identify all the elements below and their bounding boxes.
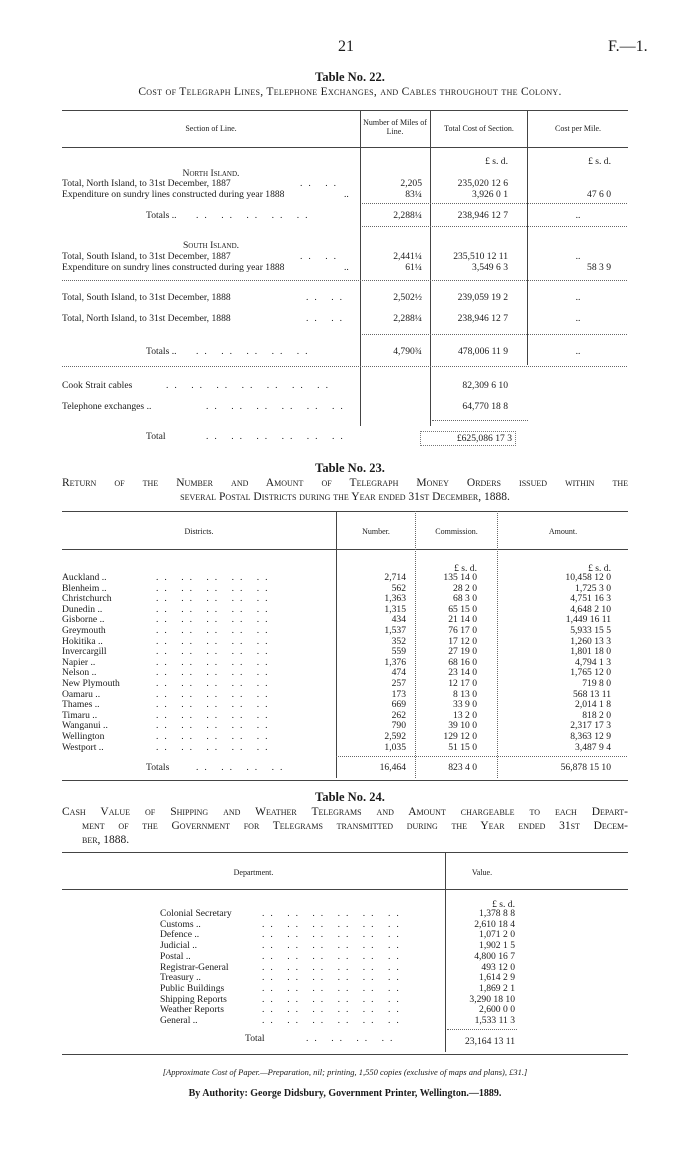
leader-dots: .. .. .. .. .. xyxy=(156,667,274,679)
miles-value: 2,441¼ xyxy=(393,251,422,262)
miles-value: 2,205 xyxy=(400,178,422,189)
leader-dots: .. .. .. .. .. .. xyxy=(262,982,405,994)
row-label: Total, North Island, to 31st December, 1887 xyxy=(62,178,231,189)
district-amount: 10,458 12 0 xyxy=(565,572,611,583)
rule xyxy=(62,889,628,890)
district-number: 262 xyxy=(391,709,406,721)
district-commission: 21 14 0 xyxy=(448,614,477,626)
leader-dots: .. .. .. .. .. .. xyxy=(262,929,405,941)
leader-dots: .. .. .. .. .. xyxy=(156,688,274,700)
district-name: Gisborne .. xyxy=(62,614,105,626)
district-amount: 1,765 12 0 xyxy=(570,667,611,679)
department-value: 1,071 2 0 xyxy=(479,929,515,941)
page-number: 21 xyxy=(338,38,354,55)
row-label: Total, South Island, to 31st December, 1888 xyxy=(62,292,231,303)
document-code: F.—1. xyxy=(608,38,648,55)
leader-dots: .. xyxy=(344,189,349,200)
table-23-title: Table No. 23. xyxy=(315,461,385,475)
district-amount: 2,317 17 3 xyxy=(570,720,611,732)
total-value: 82,309 6 10 xyxy=(462,380,508,391)
rule xyxy=(362,334,627,335)
total-value: 3,549 6 3 xyxy=(472,262,508,273)
header-section: Section of Line. xyxy=(185,124,237,133)
header-miles: Number of Miles of Line. xyxy=(363,118,427,136)
miles-value: 2,288¼ xyxy=(393,210,422,221)
currency-header: £ s. d. xyxy=(492,899,515,910)
district-name: Wellington xyxy=(62,731,105,742)
district-amount: 1,725 3 0 xyxy=(575,582,611,594)
value-total: 23,164 13 11 xyxy=(464,1036,515,1047)
district-number: 1,537 xyxy=(384,625,406,636)
leader-dots: .. .. .. .. .. .. xyxy=(262,1004,405,1016)
grand-total-value: £625,086 17 3 xyxy=(420,431,516,446)
currency-header: £ s. d. xyxy=(588,563,611,574)
total-value: 478,006 11 9 xyxy=(457,346,508,357)
total-value: 235,020 12 6 xyxy=(457,178,508,189)
totals-label: Totals .. xyxy=(146,210,177,221)
leader-dots: .. .. .. .. .. .. xyxy=(206,401,349,412)
rule xyxy=(447,1029,517,1030)
per-mile-value: .. xyxy=(575,313,581,324)
leader-dots: .. .. .. .. xyxy=(306,1033,399,1044)
totals-label: Totals xyxy=(146,762,170,773)
leader-dots: .. .. .. .. .. xyxy=(156,731,274,742)
district-number: 2,592 xyxy=(384,731,406,742)
department-name: Public Buildings xyxy=(160,982,225,994)
district-amount: 1,449 16 11 xyxy=(565,614,611,626)
leader-dots: .. .. .. .. .. xyxy=(156,741,274,753)
rule xyxy=(62,852,628,853)
leader-dots: .. .. .. .. .. xyxy=(156,709,274,721)
amount-total: 56,878 15 10 xyxy=(560,762,611,773)
department-name: Registrar-General xyxy=(160,961,229,973)
leader-dots: .. .. .. .. .. xyxy=(156,572,274,583)
leader-dots: .. .. .. .. .. .. xyxy=(206,431,349,442)
miles-value: 83¼ xyxy=(405,189,422,200)
district-name: Invercargill xyxy=(62,646,107,658)
table-22-title: Table No. 22. xyxy=(315,70,385,84)
district-number: 173 xyxy=(391,688,406,700)
leader-dots: .. .. xyxy=(300,251,342,262)
district-number: 790 xyxy=(391,720,406,732)
district-amount: 8,363 12 9 xyxy=(570,731,611,742)
per-mile-value: .. xyxy=(575,210,581,221)
leader-dots: .. .. .. .. .. xyxy=(156,614,274,626)
header-number: Number. xyxy=(362,527,390,536)
district-number: 669 xyxy=(391,699,406,711)
district-number: 1,376 xyxy=(384,656,406,668)
district-number: 1,363 xyxy=(384,593,406,605)
district-commission: 76 17 0 xyxy=(448,625,477,636)
leader-dots: .. .. .. .. .. xyxy=(196,346,314,357)
header-department: Department. xyxy=(233,868,274,877)
department-value: 3,290 18 10 xyxy=(469,993,515,1005)
leader-dots: .. .. .. .. .. xyxy=(156,699,274,711)
column-rule xyxy=(430,110,431,426)
leader-dots: .. .. .. .. .. .. .. xyxy=(166,380,334,391)
rule xyxy=(62,780,628,781)
total-value: 64,770 18 8 xyxy=(462,401,508,412)
department-value: 1,378 8 8 xyxy=(479,908,515,919)
leader-dots: .. .. .. .. .. xyxy=(156,656,274,668)
district-name: Wanganui .. xyxy=(62,720,108,732)
currency-header: £ s. d. xyxy=(454,563,477,574)
district-amount: 818 2 0 xyxy=(582,709,611,721)
currency-header: £ s. d. xyxy=(588,156,611,167)
currency-header: £ s. d. xyxy=(485,156,508,167)
district-amount: 719 8 0 xyxy=(582,678,611,689)
north-island-heading: North Island. xyxy=(182,168,240,179)
district-commission: 39 10 0 xyxy=(448,720,477,732)
rule xyxy=(62,366,627,367)
district-name: Hokitika .. xyxy=(62,635,103,647)
department-value: 1,902 1 5 xyxy=(479,940,515,952)
district-name: Nelson .. xyxy=(62,667,97,679)
leader-dots: .. .. .. .. .. xyxy=(156,593,274,605)
rule xyxy=(62,1054,628,1055)
column-rule xyxy=(497,511,498,778)
district-number: 559 xyxy=(391,646,406,658)
rule xyxy=(62,549,628,550)
total-value: 239,059 19 2 xyxy=(457,292,508,303)
district-commission: 33 9 0 xyxy=(453,699,477,711)
column-rule xyxy=(415,511,416,778)
table-24-subtitle: ber, 1888. xyxy=(82,834,130,846)
row-label: Expenditure on sundry lines constructed during year 1888 xyxy=(62,262,285,273)
district-commission: 68 3 0 xyxy=(453,593,477,605)
district-number: 474 xyxy=(391,667,406,679)
per-mile-value: 58 3 9 xyxy=(587,262,611,273)
header-districts: Districts. xyxy=(184,527,214,536)
leader-dots: .. xyxy=(344,262,349,273)
printing-cost-note: [Approximate Cost of Paper.—Preparation, nil; printing, 1,550 copies (exclusive of maps and plans), £31.] xyxy=(162,1067,528,1077)
miles-value: 2,288¼ xyxy=(393,313,422,324)
district-commission: 68 16 0 xyxy=(448,656,477,668)
district-amount: 5,933 15 5 xyxy=(570,625,611,636)
leader-dots: .. .. .. .. xyxy=(196,762,289,773)
district-commission: 129 12 0 xyxy=(443,731,477,742)
department-name: Customs .. xyxy=(160,918,201,930)
table-23-subtitle: several Postal Districts during the Year ended 31st December, 1888. xyxy=(180,491,510,503)
district-number: 352 xyxy=(391,635,406,647)
district-commission: 13 2 0 xyxy=(453,709,477,721)
leader-dots: .. .. .. .. .. .. xyxy=(262,993,405,1005)
district-name: Dunedin .. xyxy=(62,603,103,615)
department-name: Colonial Secretary xyxy=(160,908,232,919)
column-rule xyxy=(445,852,446,1052)
leader-dots: .. .. .. .. .. .. xyxy=(262,918,405,930)
leader-dots: .. .. xyxy=(306,292,348,303)
leader-dots: .. .. xyxy=(300,178,342,189)
district-commission: 65 15 0 xyxy=(448,603,477,615)
leader-dots: .. .. .. .. .. xyxy=(156,720,274,732)
printer-authority: By Authority: George Didsbury, Government Printer, Wellington.—1889. xyxy=(188,1088,502,1099)
department-value: 1,614 2 9 xyxy=(479,972,515,984)
column-rule xyxy=(360,110,361,426)
department-name: Weather Reports xyxy=(160,1004,224,1016)
district-name: Auckland .. xyxy=(62,572,107,583)
leader-dots: .. .. xyxy=(306,313,348,324)
leader-dots: .. .. .. .. .. xyxy=(196,210,314,221)
department-value: 2,600 0 0 xyxy=(479,1004,515,1016)
district-commission: 12 17 0 xyxy=(448,678,477,689)
department-name: Judicial .. xyxy=(160,940,198,952)
leader-dots: .. .. .. .. .. xyxy=(156,646,274,658)
district-amount: 1,801 18 0 xyxy=(570,646,611,658)
total-value: 238,946 12 7 xyxy=(457,210,508,221)
district-number: 1,035 xyxy=(384,741,406,753)
district-name: Blenheim .. xyxy=(62,582,107,594)
header-commission: Commission. xyxy=(435,527,478,536)
district-number: 1,315 xyxy=(384,603,406,615)
rule xyxy=(362,226,627,227)
table-24-title: Table No. 24. xyxy=(315,790,385,804)
district-name: Greymouth xyxy=(62,625,106,636)
total-value: 238,946 12 7 xyxy=(457,313,508,324)
header-value: Value. xyxy=(471,868,493,877)
district-commission: 135 14 0 xyxy=(443,572,477,583)
header-amount: Amount. xyxy=(548,527,578,536)
district-amount: 4,794 1 3 xyxy=(575,656,611,668)
row-label: Expenditure on sundry lines constructed during year 1888 xyxy=(62,189,285,200)
district-commission: 51 15 0 xyxy=(448,741,477,753)
per-mile-value: .. xyxy=(575,346,581,357)
leader-dots: .. .. .. .. .. xyxy=(156,603,274,615)
district-amount: 1,260 13 3 xyxy=(570,635,611,647)
south-island-heading: South Island. xyxy=(182,240,240,251)
table-22-subtitle: Cost of Telegraph Lines, Telephone Exchanges, and Cables throughout the Colony. xyxy=(138,86,562,98)
district-amount: 568 13 11 xyxy=(572,688,611,700)
district-number: 2,714 xyxy=(384,572,406,583)
department-name: Shipping Reports xyxy=(160,993,227,1005)
leader-dots: .. .. .. .. .. xyxy=(156,635,274,647)
district-name: Westport .. xyxy=(62,741,104,753)
district-amount: 4,751 16 3 xyxy=(570,593,611,605)
district-name: Timaru .. xyxy=(62,709,98,721)
rule xyxy=(62,511,628,512)
column-rule xyxy=(336,511,337,778)
totals-label: Totals .. xyxy=(146,346,177,357)
district-name: Napier .. xyxy=(62,656,96,668)
rule xyxy=(62,110,628,111)
miles-value: 4,790¾ xyxy=(393,346,422,357)
department-value: 1,533 11 3 xyxy=(474,1015,515,1026)
district-commission: 28 2 0 xyxy=(453,582,477,594)
department-value: 1,869 2 1 xyxy=(479,982,515,994)
district-name: Christchurch xyxy=(62,593,112,605)
department-name: Postal .. xyxy=(160,950,191,962)
leader-dots: .. .. .. .. .. .. xyxy=(262,908,405,919)
miles-value: 61¼ xyxy=(405,262,422,273)
district-number: 257 xyxy=(391,678,406,689)
table-24-subtitle: ment of the Government for Telegrams transmitted during the Year ended 31st Decem- xyxy=(82,820,628,832)
per-mile-value: .. xyxy=(575,292,581,303)
table-24-subtitle: Cash Value of Shipping and Weather Telegrams and Amount chargeable to each Depart- xyxy=(62,806,628,818)
column-rule xyxy=(527,110,528,365)
leader-dots: .. .. .. .. .. .. xyxy=(262,961,405,973)
rule xyxy=(62,280,627,281)
per-mile-value: .. xyxy=(575,251,581,262)
leader-dots: .. .. .. .. .. xyxy=(156,678,274,689)
total-value: 235,510 12 11 xyxy=(453,251,508,262)
department-value: 2,610 18 4 xyxy=(474,918,515,930)
rule xyxy=(432,420,528,421)
district-amount: 2,014 1 8 xyxy=(575,699,611,711)
rule xyxy=(336,756,627,757)
department-name: Treasury .. xyxy=(160,972,201,984)
table-23-subtitle: Return of the Number and Amount of Telegraph Money Orders issued within the xyxy=(62,477,628,489)
department-value: 4,800 16 7 xyxy=(474,950,515,962)
district-commission: 27 19 0 xyxy=(448,646,477,658)
header-total-cost: Total Cost of Section. xyxy=(444,124,514,133)
district-name: Oamaru .. xyxy=(62,688,101,700)
district-name: New Plymouth xyxy=(62,678,120,689)
leader-dots: .. .. .. .. .. xyxy=(156,582,274,594)
leader-dots: .. .. .. .. .. .. xyxy=(262,1015,405,1026)
district-commission: 8 13 0 xyxy=(453,688,477,700)
district-name: Thames .. xyxy=(62,699,100,711)
grand-total-label: Total xyxy=(146,431,166,442)
leader-dots: .. .. .. .. .. .. xyxy=(262,972,405,984)
header-cost-per-mile: Cost per Mile. xyxy=(555,124,601,133)
commission-total: 823 4 0 xyxy=(448,762,477,773)
leader-dots: .. .. .. .. .. .. xyxy=(262,940,405,952)
department-name: Defence .. xyxy=(160,929,200,941)
telephone-label: Telephone exchanges .. xyxy=(62,401,152,412)
district-amount: 3,487 9 4 xyxy=(575,741,611,753)
district-number: 562 xyxy=(391,582,406,594)
miles-value: 2,502½ xyxy=(393,292,422,303)
row-label: Total, North Island, to 31st December, 1888 xyxy=(62,313,231,324)
row-label: Total, South Island, to 31st December, 1887 xyxy=(62,251,231,262)
district-commission: 23 14 0 xyxy=(448,667,477,679)
total-label: Total xyxy=(245,1033,265,1044)
department-value: 493 12 0 xyxy=(481,961,515,973)
leader-dots: .. .. .. .. .. .. xyxy=(262,950,405,962)
rule xyxy=(362,203,627,204)
department-name: General .. xyxy=(160,1015,198,1026)
total-value: 3,926 0 1 xyxy=(472,189,508,200)
per-mile-value: 47 6 0 xyxy=(587,189,611,200)
district-commission: 17 12 0 xyxy=(448,635,477,647)
rule xyxy=(62,147,628,148)
cables-label: Cook Strait cables xyxy=(62,380,133,391)
district-number: 434 xyxy=(391,614,406,626)
leader-dots: .. .. .. .. .. xyxy=(156,625,274,636)
district-amount: 4,648 2 10 xyxy=(570,603,611,615)
number-total: 16,464 xyxy=(379,762,406,773)
